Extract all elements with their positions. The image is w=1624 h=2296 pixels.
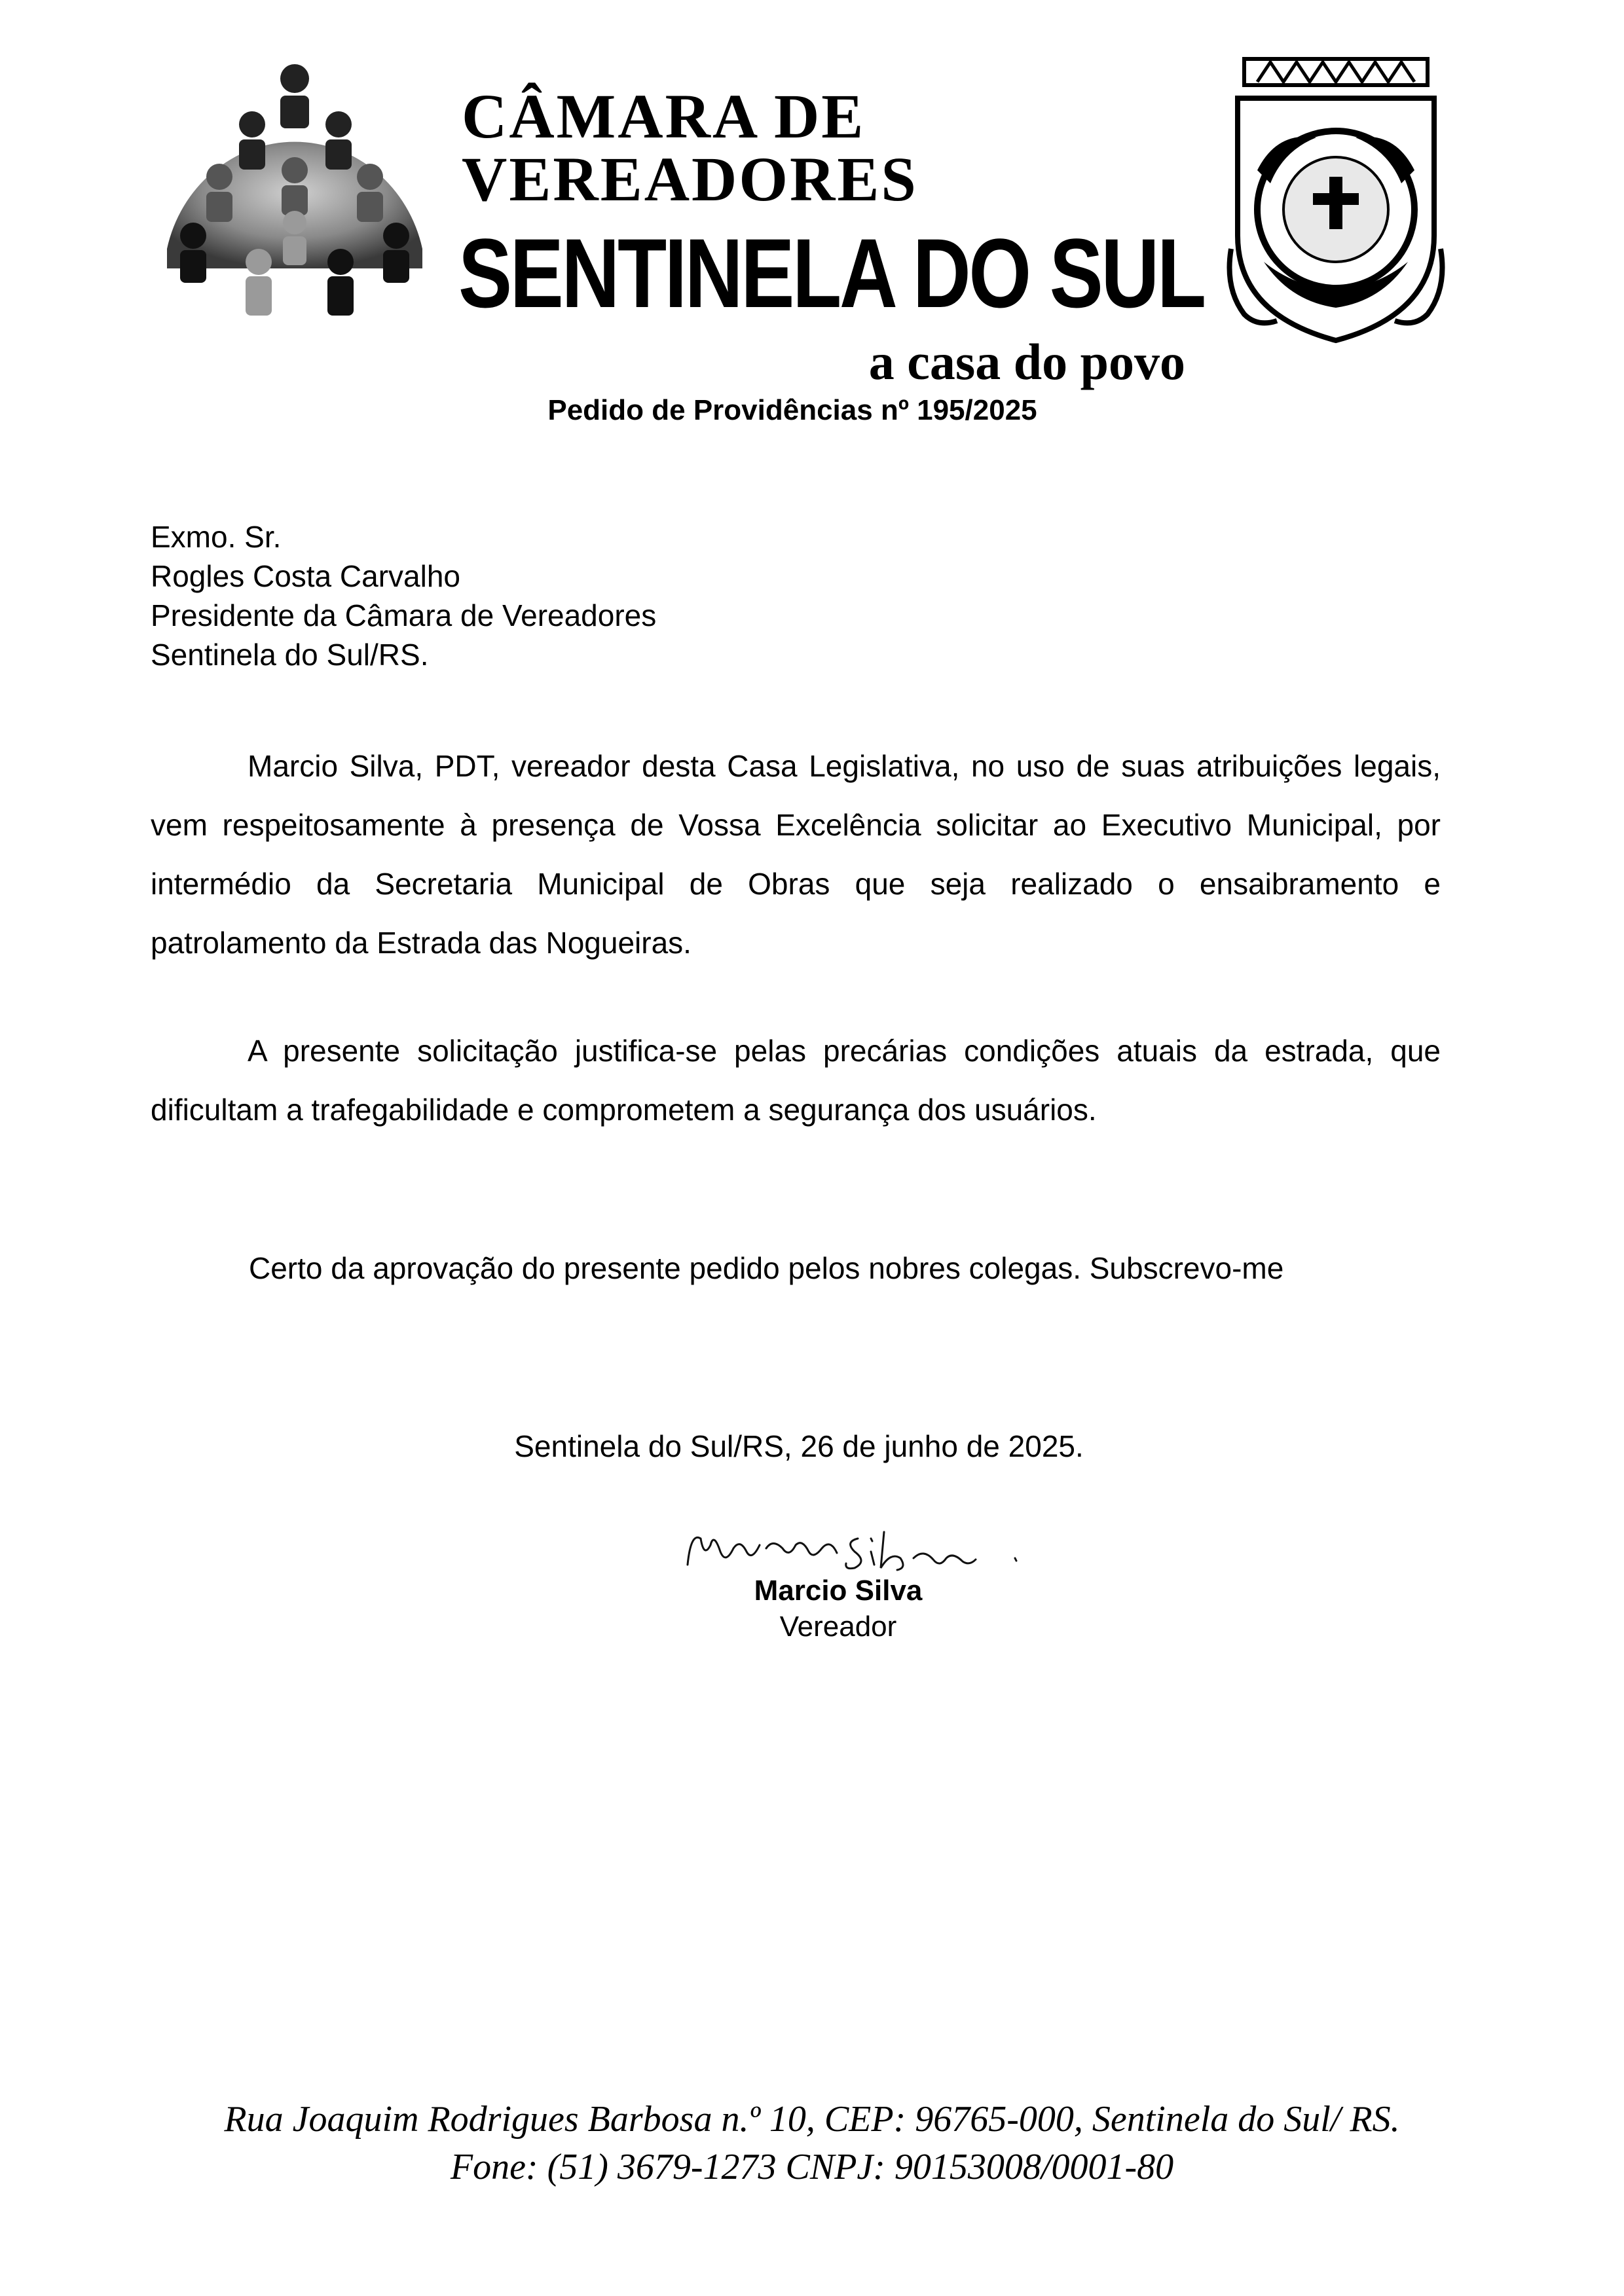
chamber-header: [458, 81, 1225, 390]
addressee-location: Sentinela do Sul/RS.: [151, 638, 429, 672]
body-paragraph-justification: A presente solicitação justifica-se pelas precárias condições atuais da estrada, que dificultam a trafegabilidade e comprometem a segurança dos usuários.: [151, 1034, 1441, 1127]
signer-name: Marcio Silva: [754, 1575, 923, 1607]
municipal-coat-of-arms: [1218, 52, 1454, 354]
body-paragraph-request: Marcio Silva, PDT, vereador desta Casa Legislativa, no uso de suas atribuições legais, vem respeitosamente à presença de Vossa Excelência solicitar ao Executivo Municipal, por intermédio da Secretaria Municipal de Obras que seja realizado o ensaibramento e patrolamento da Estrada das Nogueiras.: [151, 749, 1441, 960]
document-title: Pedido de Providências nº 195/2025: [547, 394, 1037, 426]
people-pyramid-logo: [154, 52, 435, 327]
footer-contact: Fone: (51) 3679-1273 CNPJ: 90153008/0001-80: [450, 2147, 1174, 2187]
closing-sentence: Certo da aprovação do presente pedido pelos nobres colegas. Subscrevo-me: [249, 1251, 1284, 1285]
footer-address: Rua Joaquim Rodrigues Barbosa n.º 10, CEP: 96765-000, Sentinela do Sul/ RS.: [224, 2099, 1400, 2140]
addressee-salutation: Exmo. Sr.: [151, 520, 282, 554]
signer-role: Vereador: [779, 1611, 897, 1643]
header-chamber-name: CÂMARA DE VEREADORES: [462, 81, 918, 214]
header-city-name: SENTINELA DO SUL: [458, 218, 1204, 328]
handwritten-signature: [674, 1512, 1041, 1584]
addressee-block: [151, 517, 656, 674]
addressee-role: Presidente da Câmara de Vereadores: [151, 598, 657, 632]
date-line: Sentinela do Sul/RS, 26 de junho de 2025.: [514, 1429, 1084, 1463]
header-motto: a casa do povo: [868, 333, 1185, 390]
addressee-name: Rogles Costa Carvalho: [151, 559, 461, 593]
